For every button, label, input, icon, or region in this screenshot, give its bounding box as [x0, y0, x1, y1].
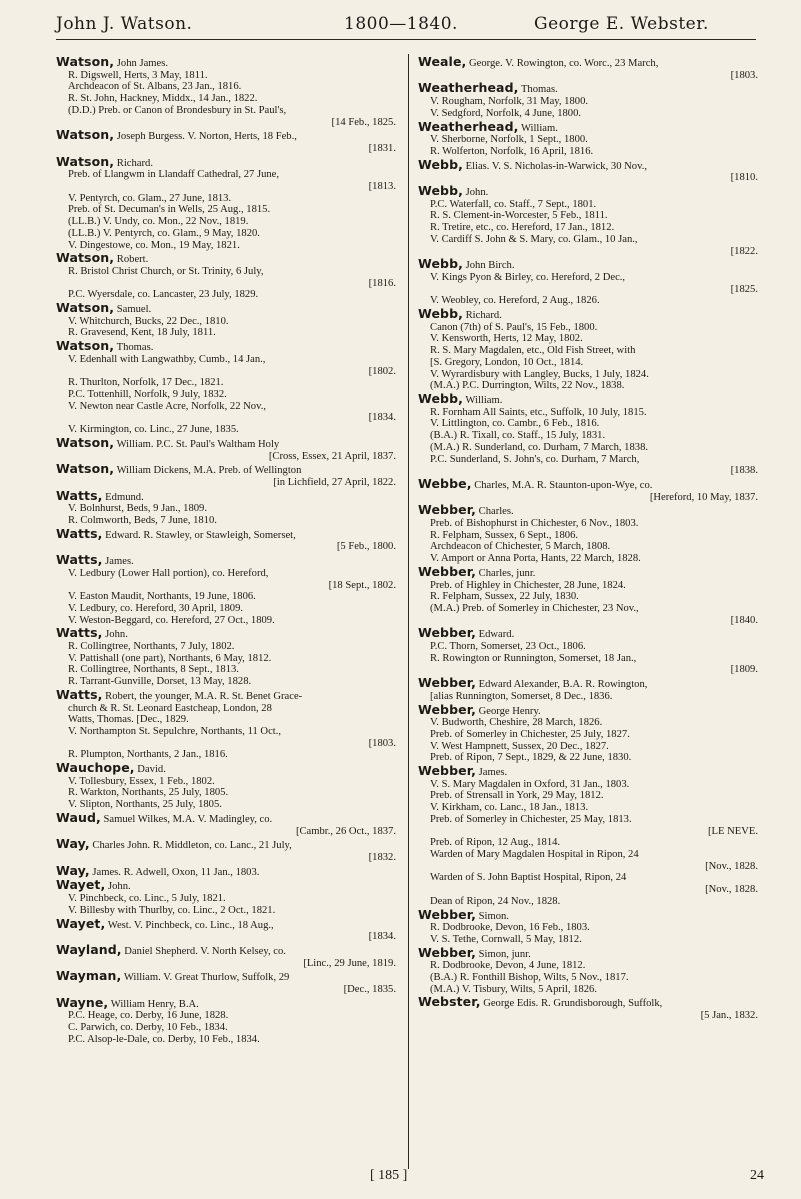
- entry-line: [1825.: [730, 283, 758, 295]
- entry-line: V. Cardiff S. John & S. Mary, co. Glam., 10 Jan.,: [430, 233, 638, 245]
- surname: Webber,: [418, 677, 476, 691]
- entry-line: V. Billesby with Thurlby, co. Linc., 2 Oct., 1821.: [68, 904, 276, 916]
- entry-line: R. Collingtree, Northants, 8 Sept., 1813.: [68, 664, 239, 676]
- clergy-entry: [56, 340, 396, 436]
- entry-line: [1803.: [368, 737, 396, 749]
- entry-line: V. Rougham, Norfolk, 31 May, 1800.: [430, 96, 589, 108]
- entry-line: [1813.: [368, 181, 396, 193]
- clergy-entry: [418, 478, 758, 503]
- entry-heading: Watts, John.: [56, 627, 128, 641]
- clergy-entry: [56, 252, 396, 301]
- clergy-entry: [56, 302, 396, 339]
- entry-line: V. Newton near Castle Acre, Norfolk, 22 Nov.,: [68, 400, 267, 412]
- surname: Watson,: [56, 129, 115, 143]
- clergy-entry: [418, 258, 758, 307]
- surname: Watts,: [56, 489, 103, 503]
- entry-heading: Watts, James.: [56, 554, 134, 568]
- clergy-entry: [56, 879, 396, 916]
- entry-line: V. Budworth, Cheshire, 28 March, 1826.: [430, 717, 603, 729]
- entry-line: R. St. John, Hackney, Middx., 14 Jan., 1822.: [68, 93, 258, 105]
- surname: Weatherhead,: [418, 82, 519, 96]
- entry-line: V. Kirmington, co. Linc., 27 June, 1835.: [68, 424, 239, 436]
- entry-heading: Watson, William. P.C. St. Paul's Waltham Holy: [56, 436, 280, 450]
- entry-line: [Cross, Essex, 21 April, 1837.: [268, 450, 396, 462]
- clergy-entry: [418, 504, 758, 565]
- surname: Wayman,: [56, 970, 122, 984]
- clergy-entry: [56, 865, 396, 879]
- entry-line: (M.A.) Preb. of Somerley in Chichester, 23 Nov.,: [430, 602, 639, 614]
- entry-line: (M.A.) R. Sunderland, co. Durham, 7 March, 1838.: [430, 441, 649, 453]
- entry-heading: Webber, James.: [418, 765, 508, 779]
- entry-line: [1834.: [368, 931, 396, 943]
- clergy-entry: [418, 947, 758, 996]
- clergy-entry: [418, 308, 758, 392]
- clergy-entry: [418, 393, 758, 477]
- entry-line: [1840.: [730, 614, 758, 626]
- entry-line: V. S. Tethe, Cornwall, 5 May, 1812.: [430, 933, 582, 945]
- entry-line: V. Amport or Anna Porta, Hants, 22 March, 1828.: [430, 553, 641, 565]
- entry-line: V. Pinchbeck, co. Linc., 5 July, 1821.: [68, 893, 226, 905]
- entry-line: [Hereford, 10 May, 1837.: [649, 491, 758, 503]
- entry-line: [Dec., 1835.: [343, 984, 396, 996]
- entry-line: [1831.: [368, 142, 396, 154]
- entry-line: [in Lichfield, 27 April, 1822.: [273, 476, 396, 488]
- entry-heading: Watson, John James.: [56, 56, 168, 69]
- entry-line: R. S. Mary Magdalen, etc., Old Fish Street, with: [430, 345, 636, 357]
- entry-heading: Way, James. R. Adwell, Oxon, 11 Jan., 1803.: [56, 864, 260, 878]
- clergy-entry: [418, 566, 758, 627]
- entry-heading: Webber, Charles, junr.: [418, 565, 536, 579]
- clergy-entry: [418, 159, 758, 184]
- entry-heading: Watts, Robert, the younger, M.A. R. St. Benet Grace-: [56, 688, 303, 702]
- entry-heading: Webbe, Charles, M.A. R. Staunton-upon-Wye, co.: [418, 477, 653, 491]
- clergy-entry: [418, 909, 758, 946]
- entry-line: [1834.: [368, 412, 396, 424]
- entry-line: R. Dodbrooke, Devon, 16 Feb., 1803.: [430, 922, 590, 934]
- clergy-entry: [56, 918, 396, 943]
- page-number: [ 185 ]: [370, 1168, 408, 1183]
- header-left: John J. Watson.: [56, 14, 193, 34]
- entry-heading: Weatherhead, William.: [418, 120, 558, 134]
- entry-line: [18 Sept., 1802.: [328, 579, 396, 591]
- entry-line: (LL.B.) V. Pentyrch, co. Glam., 9 May, 1820.: [68, 227, 260, 239]
- surname: Webb,: [418, 392, 463, 406]
- clergy-entry: [418, 627, 758, 676]
- entry-heading: Watson, Joseph Burgess. V. Norton, Herts, 18 Feb.,: [56, 129, 297, 143]
- entry-line: Preb. of Llangwm in Llandaff Cathedral, 27 June,: [68, 169, 280, 181]
- entry-line: (D.D.) Preb. or Canon of Brondesbury in St. Paul's,: [68, 104, 287, 116]
- entry-line: [Nov., 1828.: [705, 884, 758, 896]
- entry-heading: Webb, John Birch.: [418, 258, 515, 272]
- surname: Watson,: [56, 56, 115, 69]
- entry-line: V. S. Mary Magdalen in Oxford, 31 Jan., 1803.: [430, 778, 630, 790]
- clergy-entry: [56, 689, 396, 761]
- clergy-entry: [418, 996, 758, 1021]
- entry-line: (M.A.) P.C. Durrington, Wilts, 22 Nov., 1838.: [430, 380, 625, 392]
- entry-heading: Way, Charles John. R. Middleton, co. Lanc., 21 July,: [56, 838, 292, 852]
- clergy-entry: [418, 56, 758, 81]
- entry-heading: Watson, William Dickens, M.A. Preb. of Wellington: [56, 463, 302, 477]
- entry-line: [1832.: [368, 852, 396, 863]
- entry-heading: Wauchope, David.: [56, 762, 166, 776]
- entry-heading: Wayet, John.: [56, 879, 131, 893]
- entry-line: R. Warkton, Northants, 25 July, 1805.: [68, 787, 229, 799]
- entry-line: P.C. Wyersdale, co. Lancaster, 23 July, 1829.: [68, 289, 259, 301]
- entry-line: Preb. of Ripon, 12 Aug., 1814.: [430, 837, 561, 849]
- entry-line: R. Gravesend, Kent, 18 July, 1811.: [68, 327, 216, 339]
- clergy-entry: [418, 704, 758, 765]
- entry-line: P.C. Alsop-le-Dale, co. Derby, 10 Feb., 1834.: [68, 1033, 260, 1045]
- entry-heading: Waud, Samuel Wilkes, M.A. V. Madingley, co.: [56, 811, 273, 825]
- surname: Watts,: [56, 627, 103, 641]
- clergy-entry: [418, 82, 758, 119]
- entry-line: V. Wyrardisbury with Langley, Bucks, 1 July, 1824.: [430, 368, 649, 380]
- clergy-entry: [56, 554, 396, 626]
- entry-line: V. Bolnhurst, Beds, 9 Jan., 1809.: [68, 503, 208, 515]
- clergy-entry: [56, 627, 396, 688]
- entry-line: Canon (7th) of S. Paul's, 15 Feb., 1800.: [430, 321, 598, 333]
- entry-line: (M.A.) V. Tisbury, Wilts, 5 April, 1826.: [430, 983, 597, 995]
- entry-line: R. S. Clement-in-Worcester, 5 Feb., 1811.: [430, 210, 608, 222]
- entry-line: [1838.: [730, 465, 758, 477]
- header-date-range: 1800—1840.: [344, 14, 458, 34]
- entry-heading: Watts, Edmund.: [56, 489, 144, 503]
- entry-line: R. Bristol Christ Church, or St. Trinity, 6 July,: [68, 265, 264, 277]
- entry-line: R. Wolferton, Norfolk, 16 April, 1816.: [430, 145, 594, 157]
- entry-line: Warden of Mary Magdalen Hospital in Ripon, 24: [430, 849, 639, 860]
- entry-line: R. Rowington or Runnington, Somerset, 18 Jan.,: [430, 652, 637, 664]
- entry-line: V. Weobley, co. Hereford, 2 Aug., 1826.: [430, 295, 600, 307]
- entry-line: R. Digswell, Herts, 3 May, 1811.: [68, 69, 208, 81]
- entry-line: R. Felpham, Sussex, 6 Sept., 1806.: [430, 529, 579, 541]
- clergy-entry: [56, 970, 396, 995]
- entry-line: [5 Feb., 1800.: [336, 541, 396, 553]
- surname: Watson,: [56, 340, 115, 354]
- surname: Webber,: [418, 946, 476, 960]
- entry-line: Preb. of Somerley in Chichester, 25 May, 1813.: [430, 813, 632, 825]
- entry-heading: Watson, Richard.: [56, 155, 153, 169]
- header-right: George E. Webster.: [534, 14, 709, 34]
- entry-line: [1802.: [368, 365, 396, 377]
- entry-line: church & R. St. Leonard Eastcheap, London, 28: [68, 702, 272, 714]
- entry-line: Preb. of Strensall in York, 29 May, 1812.: [430, 790, 604, 802]
- entry-line: R. Felpham, Sussex, 22 July, 1830.: [430, 591, 579, 603]
- surname: Watts,: [56, 554, 103, 568]
- entry-heading: Webb, Elias. V. S. Nicholas-in-Warwick, 30 Nov.,: [418, 158, 647, 172]
- entry-line: V. Pentyrch, co. Glam., 27 June, 1813.: [68, 192, 232, 204]
- entry-line: V. Dingestowe, co. Mon., 19 May, 1821.: [68, 239, 240, 251]
- surname: Watson,: [56, 302, 115, 316]
- clergy-entry: [56, 528, 396, 553]
- surname: Webbe,: [418, 477, 472, 491]
- entry-line: V. Northampton St. Sepulchre, Northants, 11 Oct.,: [68, 725, 282, 737]
- entry-line: V. Tollesbury, Essex, 1 Feb., 1802.: [68, 775, 215, 787]
- entry-line: P.C. Tottenhill, Norfolk, 9 July, 1832.: [68, 388, 227, 400]
- entry-line: [1816.: [368, 277, 396, 289]
- surname: Wayland,: [56, 943, 122, 957]
- entry-heading: Webb, John.: [418, 185, 489, 199]
- entry-heading: Webber, Edward Alexander, B.A. R. Rowington,: [418, 677, 648, 691]
- surname: Webber,: [418, 627, 476, 641]
- entry-heading: Webber, Charles.: [418, 504, 514, 518]
- entry-line: V. Easton Maudit, Northants, 19 June, 1806.: [68, 591, 256, 603]
- entry-heading: Watson, Samuel.: [56, 302, 152, 316]
- surname: Watson,: [56, 252, 115, 266]
- entry-line: [1822.: [730, 245, 758, 257]
- entry-line: V. Weston-Beggard, co. Hereford, 27 Oct., 1809.: [68, 614, 275, 626]
- entry-heading: Wayman, William. V. Great Thurlow, Suffolk, 29: [56, 970, 290, 984]
- surname: Wayne,: [56, 996, 109, 1010]
- surname: Waud,: [56, 811, 101, 825]
- surname: Webber,: [418, 504, 476, 518]
- clergy-entry: [418, 185, 758, 257]
- clergy-entry: [418, 121, 758, 158]
- entry-line: R. Dodbrooke, Devon, 4 June, 1812.: [430, 960, 586, 972]
- surname: Weatherhead,: [418, 120, 519, 134]
- clergy-entry: [56, 762, 396, 811]
- entry-line: Archdeacon of St. Albans, 23 Jan., 1816.: [68, 81, 242, 93]
- surname: Watson,: [56, 436, 115, 450]
- entry-line: Archdeacon of Chichester, 5 March, 1808.: [430, 541, 611, 553]
- entry-line: (B.A.) R. Fonthill Bishop, Wilts, 5 Nov., 1817.: [430, 972, 629, 984]
- entry-heading: Webster, George Edis. R. Grundisborough, Suffolk,: [418, 996, 663, 1010]
- surname: Webster,: [418, 996, 481, 1010]
- surname: Webb,: [418, 308, 463, 322]
- clergy-entry: [56, 56, 396, 128]
- entry-line: V. Ledbury (Lower Hall portion), co. Hereford,: [68, 567, 269, 579]
- right-column: [418, 56, 758, 1023]
- surname: Watson,: [56, 155, 115, 169]
- entry-line: Preb. of St. Decuman's in Wells, 25 Aug., 1815.: [68, 204, 271, 216]
- surname: Watson,: [56, 463, 115, 477]
- surname: Webber,: [418, 565, 476, 579]
- entry-heading: Weatherhead, Thomas.: [418, 82, 558, 96]
- entry-line: P.C. Waterfall, co. Staff., 7 Sept., 1801.: [430, 198, 597, 210]
- column-number: 24: [750, 1168, 764, 1183]
- entry-heading: Webber, Edward.: [418, 627, 515, 641]
- surname: Webber,: [418, 703, 476, 717]
- surname: Webb,: [418, 185, 463, 199]
- entry-heading: Webber, Simon, junr.: [418, 946, 531, 960]
- entry-heading: Watts, Edward. R. Stawley, or Stawleigh, Somerset,: [56, 527, 296, 541]
- entry-heading: Wayland, Daniel Shepherd. V. North Kelsey, co.: [56, 943, 286, 957]
- surname: Weale,: [418, 56, 467, 69]
- entry-line: [Cambr., 26 Oct., 1837.: [295, 825, 396, 837]
- clergy-entry: [56, 944, 396, 969]
- clergy-entry: [56, 838, 396, 863]
- entry-line: R. Plumpton, Northants, 2 Jan., 1816.: [68, 749, 228, 761]
- entry-line: Warden of S. John Baptist Hospital, Ripon, 24: [430, 872, 627, 884]
- clergy-entry: [56, 437, 396, 462]
- entry-line: Preb. of Somerley in Chichester, 25 July, 1827.: [430, 728, 630, 740]
- clergy-entry: [56, 997, 396, 1046]
- entry-heading: Webb, William.: [418, 392, 503, 406]
- entry-heading: Webb, Richard.: [418, 308, 502, 322]
- column-divider: [408, 54, 409, 1169]
- clergy-entry: [56, 156, 396, 252]
- surname: Webb,: [418, 158, 463, 172]
- entry-line: [Nov., 1828.: [705, 860, 758, 872]
- entry-line: [Linc., 29 June, 1819.: [303, 957, 396, 969]
- surname: Webber,: [418, 908, 476, 922]
- header-rule: [56, 39, 756, 40]
- clergy-entry: [56, 490, 396, 527]
- entry-line: V. Sherborne, Norfolk, 1 Sept., 1800.: [430, 134, 588, 146]
- left-column: [56, 56, 396, 1047]
- surname: Webb,: [418, 258, 463, 272]
- entry-line: C. Parwich, co. Derby, 10 Feb., 1834.: [68, 1022, 228, 1034]
- entry-line: V. Littlington, co. Cambr., 6 Feb., 1816.: [430, 418, 600, 430]
- entry-line: R. Fornham All Saints, etc., Suffolk, 10 July, 1815.: [430, 406, 647, 418]
- entry-line: V. Sedgford, Norfolk, 4 June, 1800.: [430, 107, 582, 119]
- entry-heading: Webber, Simon.: [418, 908, 509, 922]
- surname: Wayet,: [56, 917, 106, 931]
- surname: Way,: [56, 864, 90, 878]
- entry-line: [1810.: [730, 172, 758, 184]
- surname: Wayet,: [56, 879, 106, 893]
- entry-line: Watts, Thomas. [Dec., 1829.: [68, 714, 189, 726]
- entry-line: Dean of Ripon, 24 Nov., 1828.: [430, 895, 561, 907]
- entry-line: V. Slipton, Northants, 25 July, 1805.: [68, 799, 222, 811]
- entry-line: [S. Gregory, London, 10 Oct., 1814.: [430, 356, 584, 368]
- surname: Watts,: [56, 688, 103, 702]
- entry-line: R. Tarrant-Gunville, Dorset, 13 May, 1828.: [68, 676, 252, 688]
- entry-line: [1803.: [730, 69, 758, 81]
- entry-line: (LL.B.) V. Undy, co. Mon., 22 Nov., 1819.: [68, 216, 249, 228]
- running-header: [50, 8, 763, 38]
- entry-heading: Weale, George. V. Rowington, co. Worc., 23 March,: [418, 56, 659, 69]
- entry-line: R. Colmworth, Beds, 7 June, 1810.: [68, 515, 217, 527]
- clergy-entry: [56, 812, 396, 837]
- entry-line: [LE NEVE.: [707, 825, 758, 837]
- entry-line: V. Kensworth, Herts, 12 May, 1802.: [430, 333, 583, 345]
- entry-line: V. Whitchurch, Bucks, 22 Dec., 1810.: [68, 315, 229, 327]
- entry-heading: Webber, George Henry.: [418, 703, 541, 717]
- entry-line: V. Ledbury, co. Hereford, 30 April, 1809.: [68, 602, 244, 614]
- entry-line: V. Edenhall with Langwathby, Cumb., 14 Jan.,: [68, 353, 266, 365]
- entry-line: R. Collingtree, Northants, 7 July, 1802.: [68, 641, 235, 653]
- entry-line: P.C. Thorn, Somerset, 23 Oct., 1806.: [430, 641, 586, 653]
- clergy-entry: [56, 463, 396, 488]
- entry-heading: Wayne, William Henry, B.A.: [56, 996, 199, 1010]
- entry-line: [1809.: [730, 664, 758, 676]
- entry-line: Preb. of Bishophurst in Chichester, 6 Nov., 1803.: [430, 518, 639, 530]
- clergy-entry: [56, 129, 396, 154]
- entry-line: P.C. Heage, co. Derby, 16 June, 1828.: [68, 1010, 229, 1022]
- entry-line: Preb. of Highley in Chichester, 28 June, 1824.: [430, 579, 626, 591]
- clergy-entry: [418, 677, 758, 702]
- entry-line: [14 Feb., 1825.: [331, 116, 396, 128]
- entry-line: V. Pattishall (one part), Northants, 6 May, 1812.: [68, 652, 272, 664]
- entry-line: (B.A.) R. Tixall, co. Staff., 15 July, 1831.: [430, 430, 606, 442]
- surname: Webber,: [418, 765, 476, 779]
- entry-line: [alias Runnington, Somerset, 8 Dec., 1836.: [430, 690, 613, 702]
- entry-line: V. West Hampnett, Sussex, 20 Dec., 1827.: [430, 740, 609, 752]
- entry-line: V. Kings Pyon & Birley, co. Hereford, 2 Dec.,: [430, 271, 626, 283]
- entry-line: [5 Jan., 1832.: [700, 1010, 758, 1022]
- surname: Watts,: [56, 527, 103, 541]
- entry-heading: Wayet, West. V. Pinchbeck, co. Linc., 18 Aug.,: [56, 917, 274, 931]
- entry-line: V. Kirkham, co. Lanc., 18 Jan., 1813.: [430, 802, 589, 814]
- entry-line: R. Thurlton, Norfolk, 17 Dec., 1821.: [68, 377, 224, 389]
- entry-heading: Watson, Thomas.: [56, 340, 154, 354]
- entry-line: P.C. Sunderland, S. John's, co. Durham, 7 March,: [430, 453, 640, 465]
- entry-heading: Watson, Robert.: [56, 252, 149, 266]
- surname: Wauchope,: [56, 762, 135, 776]
- entry-line: R. Tretire, etc., co. Hereford, 17 Jan., 1812.: [430, 222, 615, 234]
- surname: Way,: [56, 838, 90, 852]
- clergy-entry: [418, 765, 758, 907]
- entry-line: Preb. of Ripon, 7 Sept., 1829, & 22 June, 1830.: [430, 752, 632, 764]
